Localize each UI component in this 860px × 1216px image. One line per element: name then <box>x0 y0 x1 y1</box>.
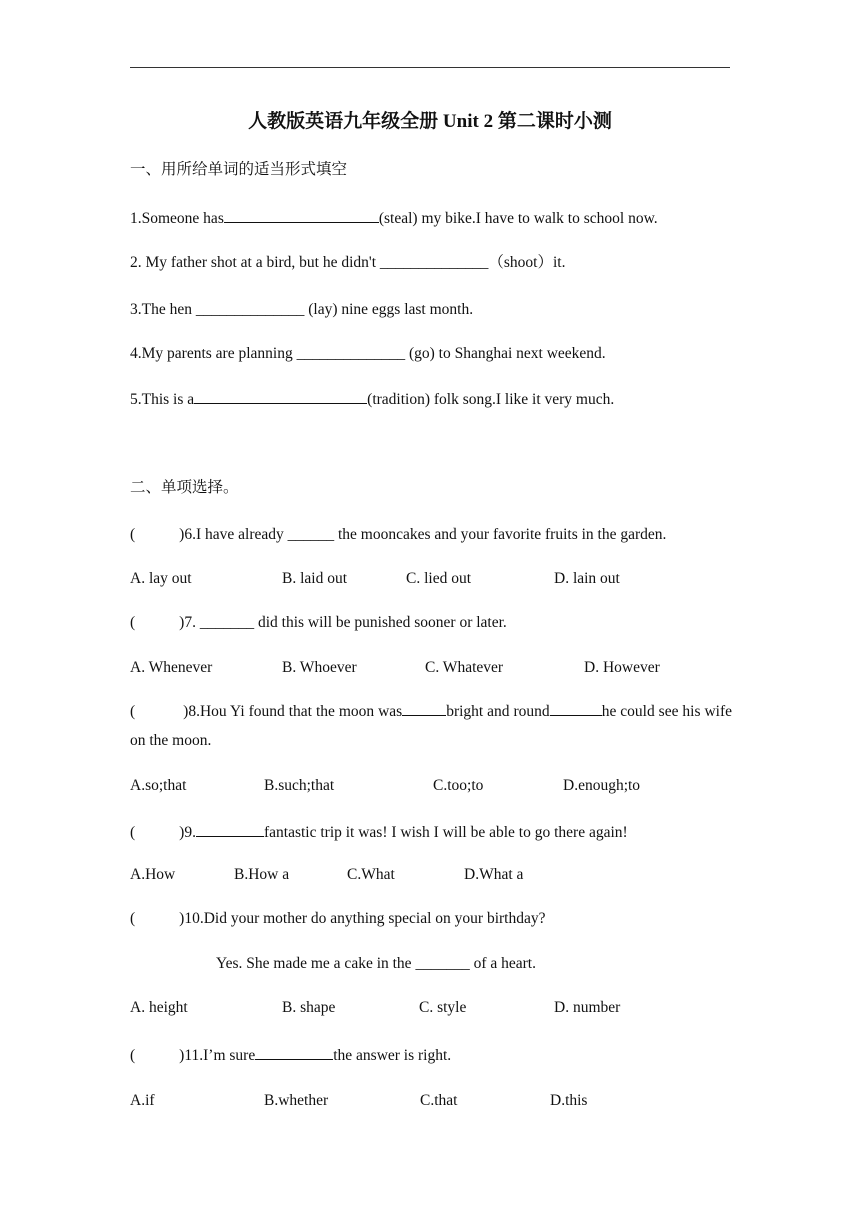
q8-options <box>130 776 730 796</box>
q9-paren: ( <box>130 824 136 841</box>
q10-answer-line: Yes. She made me a cake in the _______ of a heart. <box>216 955 536 972</box>
q6-option-c: C. lied out <box>406 570 472 587</box>
q11-text-a: )11.I’m sure <box>179 1047 256 1064</box>
q9-blank <box>196 821 264 837</box>
q6-paren: ( <box>130 526 136 543</box>
q7-options <box>130 658 730 678</box>
q1-suffix: (steal) my bike.I have to walk to school now. <box>378 210 658 227</box>
q9-text-b: fantastic trip it was! I wish I will be able to go there again! <box>263 824 628 841</box>
q9-options <box>130 865 730 885</box>
q8-text-a: )8.Hou Yi found that the moon was <box>183 703 403 720</box>
q8-blank-2 <box>550 700 602 716</box>
q9-text-a: )9. <box>179 824 196 841</box>
q10-option-d: D. number <box>554 999 621 1016</box>
q6-option-b: B. laid out <box>282 570 348 587</box>
q10-text: )10.Did your mother do anything special on your birthday? <box>179 910 546 927</box>
q5-prefix: 5.This is a <box>130 391 195 408</box>
q10-option-a: A. height <box>130 999 188 1016</box>
q6-text: )6.I have already ______ the mooncakes and your favorite fruits in the garden. <box>179 526 667 543</box>
q8-paren: ( <box>130 703 136 720</box>
q11-option-c: C.that <box>420 1092 458 1109</box>
q7-paren: ( <box>130 614 136 631</box>
q8-option-c: C.too;to <box>433 777 484 794</box>
q11-text-b: the answer is right. <box>333 1047 452 1064</box>
q11-option-a: A.if <box>130 1092 155 1109</box>
q11-options <box>130 1091 730 1111</box>
q9-option-d: D.What a <box>464 866 524 883</box>
question-8 <box>130 697 732 755</box>
header-rule <box>130 67 730 68</box>
q7-option-d: D. However <box>584 659 660 676</box>
q7-option-a: A. Whenever <box>130 659 213 676</box>
q11-option-d: D.this <box>550 1092 588 1109</box>
q11-option-b: B.whether <box>264 1092 329 1109</box>
question-1 <box>130 207 658 229</box>
q9-option-b: B.How a <box>234 866 290 883</box>
q8-blank-1 <box>402 700 446 716</box>
question-11 <box>130 1044 451 1066</box>
q1-prefix: 1.Someone has <box>130 210 224 227</box>
q7-option-c: C. Whatever <box>425 659 504 676</box>
q7-option-b: B. Whoever <box>282 659 357 676</box>
page-title: 人教版英语九年级全册 Unit 2 第二课时小测 <box>248 111 612 132</box>
question-10 <box>130 909 546 929</box>
q1-blank <box>224 207 379 223</box>
section2-heading: 二、单项选择。 <box>130 479 239 496</box>
q10-options <box>130 998 730 1018</box>
question-9 <box>130 821 628 843</box>
q8-option-b: B.such;that <box>264 777 335 794</box>
question-5 <box>130 388 614 410</box>
section1-heading: 一、用所给单词的适当形式填空 <box>130 161 348 178</box>
question-3: 3.The hen ______________ (lay) nine eggs last month. <box>130 301 474 318</box>
q5-blank <box>194 388 367 404</box>
q7-text: )7. _______ did this will be punished sooner or later. <box>179 614 507 631</box>
q9-option-a: A.How <box>130 866 176 883</box>
q8-option-a: A.so;that <box>130 777 187 794</box>
q6-option-d: D. lain out <box>554 570 620 587</box>
q10-paren: ( <box>130 910 136 927</box>
q6-options <box>130 569 730 589</box>
q8-text-c: he could see his wife on the moon. <box>130 703 732 749</box>
question-2: 2. My father shot at a bird, but he didn't ______________（shoot）it. <box>130 254 566 271</box>
q11-paren: ( <box>130 1047 136 1064</box>
question-4: 4.My parents are planning ______________ (go) to Shanghai next weekend. <box>130 345 606 362</box>
q10-option-b: B. shape <box>282 999 336 1016</box>
question-7 <box>130 613 507 633</box>
q10-option-c: C. style <box>419 999 467 1016</box>
q8-text-b: bright and round <box>446 703 550 720</box>
q11-blank <box>255 1044 333 1060</box>
q6-option-a: A. lay out <box>130 570 192 587</box>
q9-option-c: C.What <box>347 866 395 883</box>
q5-suffix: (tradition) folk song.I like it very much. <box>367 391 615 408</box>
question-6 <box>130 525 666 545</box>
q8-option-d: D.enough;to <box>563 777 641 794</box>
